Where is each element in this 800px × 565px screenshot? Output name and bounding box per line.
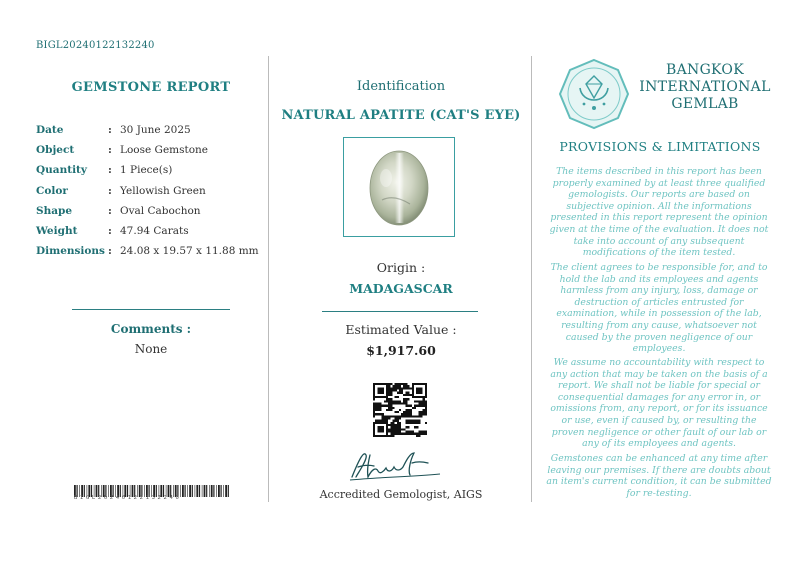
provisions-heading: PROVISIONS & LIMITATIONS: [559, 139, 761, 154]
details-row-quantity: [36, 160, 259, 180]
brand-line: GEMLAB: [671, 96, 739, 112]
brand-line: BANGKOK: [666, 62, 744, 78]
lab-brand-name: [632, 62, 778, 113]
field-separator: :: [108, 204, 112, 217]
gemstone-image: [344, 138, 454, 236]
gemstone-photo-frame: [343, 137, 455, 237]
details-row-date: [36, 120, 259, 140]
field-separator: :: [108, 245, 112, 258]
field-separator: :: [108, 184, 112, 197]
details-row-shape: [36, 201, 259, 221]
field-label: Date: [36, 124, 64, 137]
barcode-text: BIGL20240122132240: [74, 495, 182, 501]
provisions-paragraph: We assume no accountability with respect to any action that may be taken on the basis of a report. We shall not be liable for special or consequential damages for any error in, or omissions from, any report, or for its issuance or use, even if caused by, or resulting the proven negligence or other fault of our lab or any of its employees and agents.: [550, 357, 768, 450]
brand-line: INTERNATIONAL: [639, 79, 771, 95]
field-value: 30 June 2025: [120, 124, 191, 137]
origin-value: MADAGASCAR: [349, 281, 453, 296]
gemologist-title: Accredited Gemologist, AIGS: [319, 488, 483, 501]
field-value: 1 Piece(s): [120, 164, 173, 177]
column-divider: [268, 56, 269, 502]
field-separator: :: [108, 144, 112, 157]
qr-code[interactable]: [373, 383, 427, 437]
details-table: [36, 120, 259, 261]
field-label: Dimensions: [36, 245, 105, 258]
field-label: Color: [36, 184, 68, 197]
field-value: Oval Cabochon: [120, 204, 201, 217]
details-row-weight: [36, 221, 259, 241]
field-value: 24.08 x 19.57 x 11.88 mm: [120, 245, 259, 258]
field-separator: :: [108, 225, 112, 238]
estimated-value-label: Estimated Value :: [345, 322, 457, 337]
comments-value: None: [134, 342, 168, 356]
report-title: GEMSTONE REPORT: [71, 80, 231, 95]
estimated-value: $1,917.60: [366, 343, 436, 358]
divider: [322, 311, 478, 312]
field-separator: :: [108, 124, 112, 137]
gemologist-signature: [340, 447, 450, 485]
field-value: Yellowish Green: [120, 184, 206, 197]
field-label: Object: [36, 144, 75, 157]
provisions-paragraph: Gemstones can be enhanced at any time after leaving our premises. If there are doubts about an item's current condition, it can be submitted for re-testing.: [546, 453, 772, 499]
field-value: 47.94 Carats: [120, 225, 189, 238]
details-row-dimensions: [36, 241, 259, 261]
field-value: Loose Gemstone: [120, 144, 209, 157]
identification-label: Identification: [356, 79, 446, 94]
gem-lab-seal-icon: [558, 58, 630, 130]
report-id: BIGL20240122132240: [36, 40, 155, 51]
divider: [72, 309, 230, 310]
provisions-paragraph: The client agrees to be responsible for, and to hold the lab and its employees and agents harmless from any injury, loss, damage or destruction of articles entrusted for examination, while in possession of the lab, resulting from any cause, whatsoever not caused by the proven negligence of our employees.: [550, 262, 768, 355]
gem-name: NATURAL APATITE (CAT'S EYE): [281, 108, 521, 123]
field-label: Quantity: [36, 164, 88, 177]
field-label: Weight: [36, 225, 78, 238]
comments-label: Comments :: [110, 322, 192, 336]
details-row-object: [36, 140, 259, 160]
provisions-paragraph: The items described in this report has been properly examined by at least three qualified gemologists. Our reports are based on subjective opinion. All the informations presented in this report represent the opinion given at the time of the evaluation. It does not take into account of any subsequent modifications of the item tested.: [549, 166, 769, 259]
details-row-color: [36, 181, 259, 201]
field-label: Shape: [36, 204, 73, 217]
field-separator: :: [108, 164, 112, 177]
origin-label: Origin :: [376, 260, 426, 275]
